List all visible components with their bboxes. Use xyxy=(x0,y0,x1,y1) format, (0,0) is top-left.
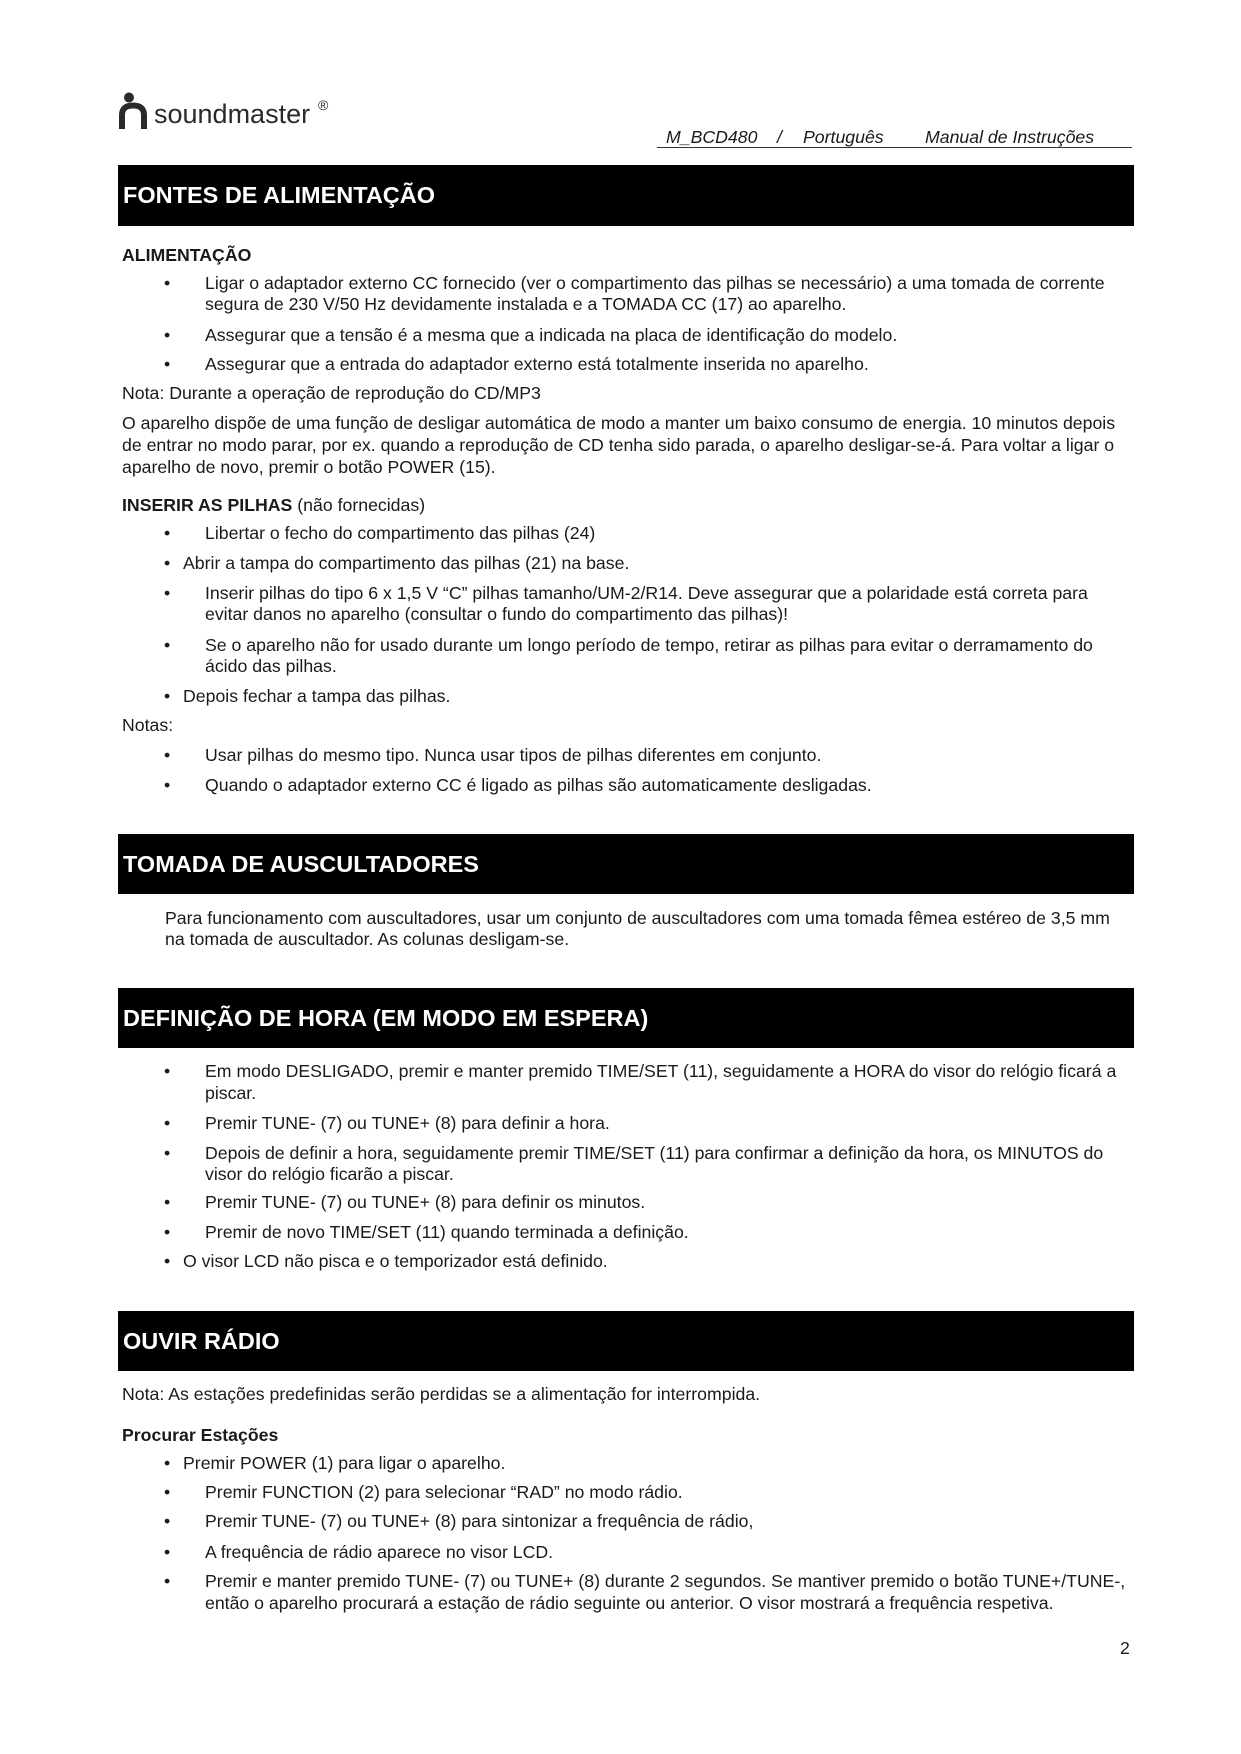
bullet-marker: • xyxy=(164,1542,171,1562)
list-item-text: Premir POWER (1) para ligar o aparelho. xyxy=(183,1453,506,1473)
bullet-marker: • xyxy=(164,1113,171,1133)
list-item-text: Premir de novo TIME/SET (11) quando terminada a definição. xyxy=(205,1222,689,1242)
bullet-marker: • xyxy=(164,1453,171,1473)
list-item-text: Inserir pilhas do tipo 6 x 1,5 V “C” pilhas tamanho/UM-2/R14. Deve assegurar que a polaridade está correta para xyxy=(205,583,1088,603)
subheading-insert-batteries-note: (não fornecidas) xyxy=(297,495,426,515)
paragraph-line: Para funcionamento com auscultadores, usar um conjunto de auscultadores com uma tomada fêmea estéreo de 3,5 mm xyxy=(165,908,1110,928)
bullet-marker: • xyxy=(164,325,171,345)
header-language: Português xyxy=(803,127,884,147)
list-item-text: Assegurar que a tensão é a mesma que a indicada na placa de identificação do modelo. xyxy=(205,325,898,345)
list-item-text: Depois de definir a hora, seguidamente premir TIME/SET (11) para confirmar a definição da hora, os MINUTOS do xyxy=(205,1143,1104,1163)
list-item-text: Premir TUNE- (7) ou TUNE+ (8) para definir a hora. xyxy=(205,1113,610,1133)
list-item-text: piscar. xyxy=(205,1083,257,1103)
bullet-marker: • xyxy=(164,1222,171,1242)
list-item-text: Usar pilhas do mesmo tipo. Nunca usar tipos de pilhas diferentes em conjunto. xyxy=(205,745,822,765)
bullet-marker: • xyxy=(164,1571,171,1591)
list-item-text: evitar danos no aparelho (consultar o fundo do compartimento das pilhas)! xyxy=(205,604,789,624)
list-item-text: Premir e manter premido TUNE- (7) ou TUNE+ (8) durante 2 segundos. Se mantiver premido o botão TUNE+/TUNE-, xyxy=(205,1571,1126,1591)
brand-name: soundmaster xyxy=(154,99,311,129)
page-number: 2 xyxy=(1120,1638,1130,1658)
list-item-text: Premir FUNCTION (2) para selecionar “RAD” no modo rádio. xyxy=(205,1482,683,1502)
list-item-text: Abrir a tampa do compartimento das pilhas (21) na base. xyxy=(183,553,630,573)
list-item-text: visor do relógio ficarão a piscar. xyxy=(205,1164,454,1184)
bullet-marker: • xyxy=(164,745,171,765)
section-title-clock-setting: DEFINIÇÃO DE HORA (EM MODO EM ESPERA) xyxy=(118,988,1134,1048)
section-title-headphones: TOMADA DE AUSCULTADORES xyxy=(118,834,1134,894)
list-item-text: segura de 230 V/50 Hz devidamente instalada e a TOMADA CC (17) ao aparelho. xyxy=(205,294,847,314)
list-item-text: Em modo DESLIGADO, premir e manter premido TIME/SET (11), seguidamente a HORA do visor do relógio ficará a xyxy=(205,1061,1117,1081)
registered-trademark-mark: ® xyxy=(318,97,329,113)
header-document-type: Manual de Instruções xyxy=(925,127,1095,147)
bullet-marker: • xyxy=(164,583,171,603)
bullet-marker: • xyxy=(164,1143,171,1163)
bullet-marker: • xyxy=(164,1511,171,1531)
list-item-text: Quando o adaptador externo CC é ligado as pilhas são automaticamente desligadas. xyxy=(205,775,872,795)
paragraph-line: na tomada de auscultador. As colunas desligam-se. xyxy=(165,929,570,949)
paragraph-line: aparelho de novo, premir o botão POWER (15). xyxy=(122,457,496,477)
bullet-marker: • xyxy=(164,1482,171,1502)
bullet-marker: • xyxy=(164,523,171,543)
playback-note: Nota: Durante a operação de reprodução do CD/MP3 xyxy=(122,383,541,403)
bullet-marker: • xyxy=(164,635,171,655)
list-item-text: A frequência de rádio aparece no visor LCD. xyxy=(205,1542,554,1562)
section-title-power-sources: FONTES DE ALIMENTAÇÃO xyxy=(118,165,1134,226)
list-item-text: então o aparelho procurará a estação de rádio seguinte ou anterior. O visor mostrará a frequência respetiva. xyxy=(205,1593,1054,1613)
bullet-marker: • xyxy=(164,686,171,706)
list-item-text: Libertar o fecho do compartimento das pilhas (24) xyxy=(205,523,596,543)
radio-note: Nota: As estações predefinidas serão perdidas se a alimentação for interrompida. xyxy=(122,1384,761,1404)
notes-label: Notas: xyxy=(122,715,174,735)
header-rule xyxy=(657,147,1132,148)
list-item-text: Depois fechar a tampa das pilhas. xyxy=(183,686,451,706)
paragraph-line: de entrar no modo parar, por ex. quando a reprodução de CD tenha sido parada, o aparelho desligar-se-á. Para voltar a ligar o xyxy=(122,435,1115,455)
list-item-text: O visor LCD não pisca e o temporizador está definido. xyxy=(183,1251,608,1271)
header-separator: / xyxy=(777,127,782,147)
list-item-text: Premir TUNE- (7) ou TUNE+ (8) para definir os minutos. xyxy=(205,1192,646,1212)
list-item-text: Se o aparelho não for usado durante um longo período de tempo, retirar as pilhas para evitar o derramamento do xyxy=(205,635,1093,655)
bullet-marker: • xyxy=(164,553,171,573)
bullet-marker: • xyxy=(164,1061,171,1081)
soundmaster-logo-icon xyxy=(117,92,149,130)
list-item-text: Premir TUNE- (7) ou TUNE+ (8) para sintonizar a frequência de rádio, xyxy=(205,1511,754,1531)
list-item-text: ácido das pilhas. xyxy=(205,656,337,676)
bullet-marker: • xyxy=(164,775,171,795)
subheading-station-search: Procurar Estações xyxy=(122,1425,279,1445)
subheading-insert-batteries-label: INSERIR AS PILHAS xyxy=(122,495,293,515)
list-item-text: Ligar o adaptador externo CC fornecido (ver o compartimento das pilhas se necessário) a uma tomada de corrente xyxy=(205,273,1105,293)
list-item-text: Assegurar que a entrada do adaptador externo está totalmente inserida no aparelho. xyxy=(205,354,869,374)
bullet-marker: • xyxy=(164,1192,171,1212)
bullet-marker: • xyxy=(164,354,171,374)
paragraph-line: O aparelho dispõe de uma função de desligar automática de modo a manter um baixo consumo de energia. 10 minutos depois xyxy=(122,413,1116,433)
header-model: M_BCD480 xyxy=(666,127,758,147)
bullet-marker: • xyxy=(164,1251,171,1271)
subheading-insert-batteries xyxy=(122,494,425,516)
subheading-power-supply: ALIMENTAÇÃO xyxy=(122,245,252,265)
bullet-marker: • xyxy=(164,273,171,293)
section-title-radio: OUVIR RÁDIO xyxy=(118,1311,1134,1371)
